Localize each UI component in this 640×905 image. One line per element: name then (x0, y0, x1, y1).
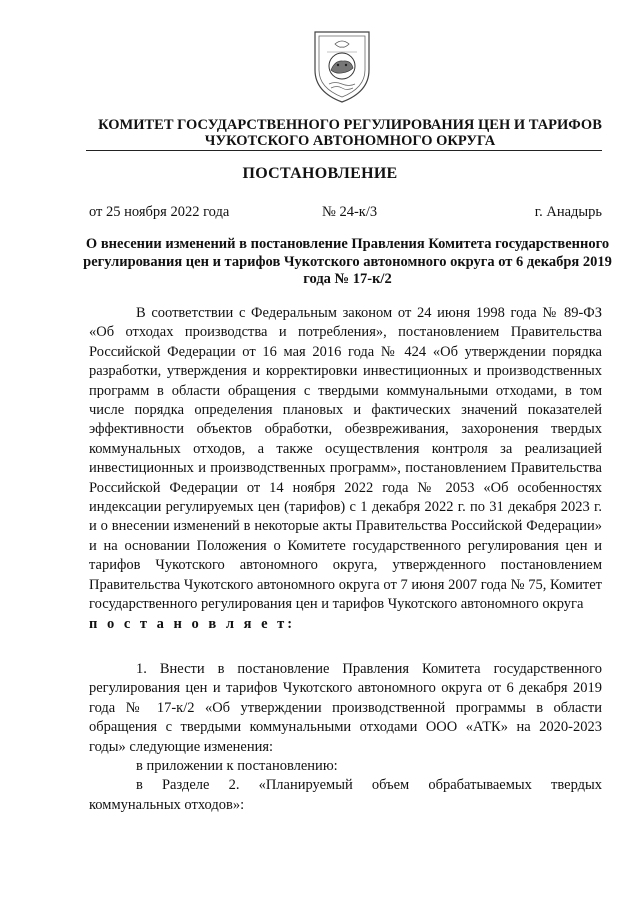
committee-line-1: КОМИТЕТ ГОСУДАРСТВЕННОГО РЕГУЛИРОВАНИЯ ЦЕН И ТАРИФОВ (98, 117, 602, 133)
item-1-paragraph: 1. Внести в постановление Правления Комитета государственного регулирования цен и тарифов Чукотского автономного округа от 6 декабря 2019 года № 17-к/2 «Об утверждении производственной программы в области обращения с твердыми коммунальными отходами ООО «АТК» на 2020-2023 годы» следующие изменения: (89, 660, 602, 755)
header-divider (86, 150, 602, 151)
document-body (89, 304, 602, 815)
document-subject: О внесении изменений в постановление Правления Комитета государственного регулирования цен и тарифов Чукотского автономного округа от 6 декабря 2019 года № 17-к/2 (83, 236, 612, 287)
resolve-line: п о с т а н о в л я е т: (89, 615, 296, 632)
document-date: от 25 ноября 2022 года (89, 204, 230, 220)
committee-name (60, 117, 640, 149)
preamble-paragraph: В соответствии с Федеральным законом от 24 июня 1998 года № 89-ФЗ «Об отходах производства и потребления», постановлением Правительства Российской Федерации от 16 мая 2016 года № 424 «Об утверждении порядка разработки, утверждения и корректировки инвестиционных и производственных программ в области обращения с твердыми коммунальными отходами, в том числе порядка определения плановых и фактических значений показателей эффективности объектов обработки, обезвреживания, захоронения твердых коммунальных отходов, а также осуществления контроля за реализацией инвестиционных и производственных программ», постановлением Правительства Российской Федерации от 14 ноября 2022 года № 2053 «Об особенностях индексации регулируемых цен (тарифов) с 1 декабря 2022 г. по 31 декабря 2023 г. и о внесении изменений в некоторые акты Правительства Российской Федерации» и на основании Положения о Комитете государственного регулирования цен и тарифов Чукотского автономного округа, утвержденного постановлением Правительства Чукотского автономного округа от 7 июня 2007 года № 75, Комитет государственного регулирования цен и тарифов Чукотского автономного округа (89, 305, 602, 613)
coat-of-arms-icon (309, 26, 375, 106)
item-1-subparagraph-2: в Разделе 2. «Планируемый объем обрабатываемых твердых коммунальных отходов»: (89, 777, 602, 813)
item-1-subparagraph-1: в приложении к постановлению: (136, 757, 338, 774)
document-dateline (0, 204, 640, 222)
document-type: ПОСТАНОВЛЕНИЕ (242, 165, 398, 182)
document-city: г. Анадырь (534, 204, 602, 220)
committee-line-2: ЧУКОТСКОГО АВТОНОМНОГО ОКРУГА (204, 133, 496, 149)
document-number: № 24-к/3 (322, 204, 378, 220)
